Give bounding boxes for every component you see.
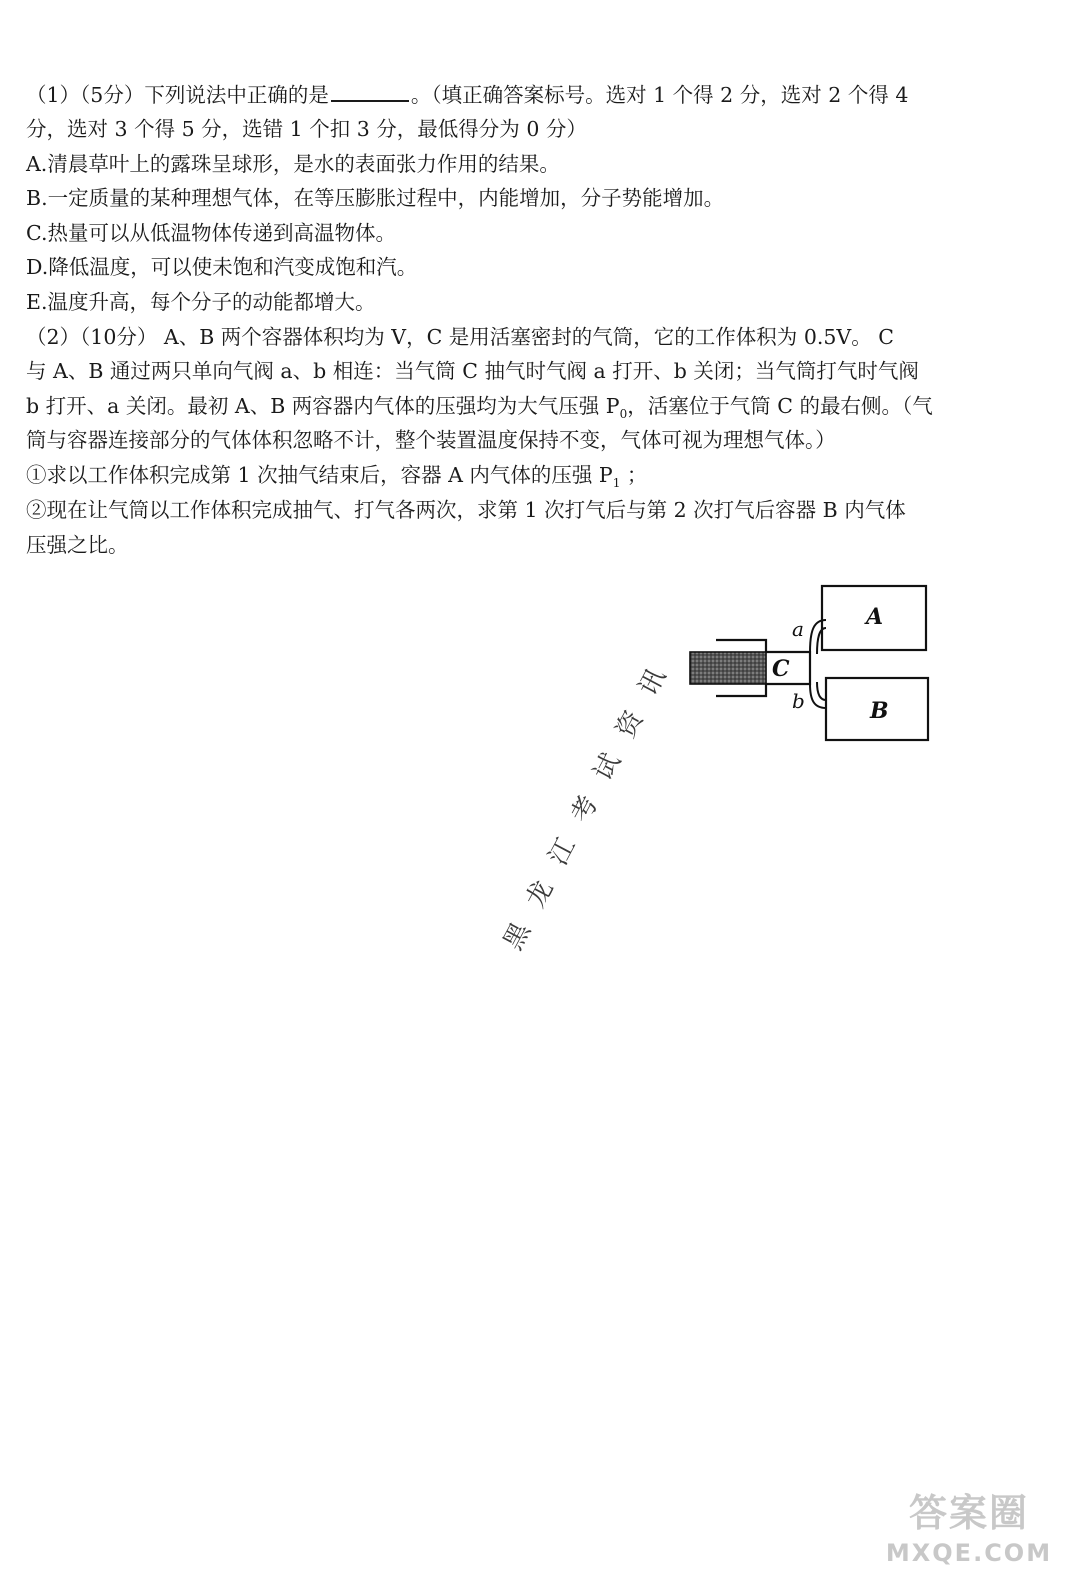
logo-text: 答案圈 [908, 1491, 1029, 1535]
sub-question-1 [26, 460, 1026, 498]
sub-question-2-line1: ②现在让气筒以工作体积完成抽气、打气各两次，求第 1 次打气后与第 2 次打气后容器 B 内气体 [26, 498, 906, 522]
apparatus-diagram [680, 580, 940, 750]
sub-question-1-tail: ； [620, 463, 648, 487]
option-b: B.一定质量的某种理想气体，在等压膨胀过程中，内能增加，分子势能增加。 [26, 186, 725, 210]
question-part1-line2: 分，选对 3 个得 5 分，选错 1 个扣 3 分，最低得分为 0 分） [26, 117, 587, 141]
option-d: D.降低温度，可以使未饱和汽变成饱和汽。 [26, 255, 418, 279]
part2-line3-tail: ，活塞位于气筒 C 的最右侧。（气 [627, 394, 933, 418]
p1-subscript: 1 [612, 476, 621, 491]
sub-question-1-text: ①求以工作体积完成第 1 次抽气结束后，容器 A 内气体的压强 P [26, 463, 613, 487]
logo-url: MXQE.COM [885, 1539, 1053, 1567]
label-c-cylinder: C [772, 656, 790, 682]
option-c: C.热量可以从低温物体传递到高温物体。 [26, 221, 396, 245]
part2-line4: 筒与容器连接部分的气体体积忽略不计，整个装置温度保持不变，气体可视为理想气体。） [26, 428, 836, 452]
watermark-text: 黑龙江考试资讯 [498, 644, 683, 956]
part1-instructions: 。（填正确答案标号。选对 1 个得 2 分，选对 2 个得 4 [410, 83, 909, 107]
piston [690, 652, 766, 684]
label-valve-a: a [792, 617, 804, 641]
part2-line1: （2）（10分） A、B 两个容器体积均为 V，C 是用活塞密封的气筒，它的工作体积为 0.5V。 C [26, 325, 894, 349]
option-a: A.清晨草叶上的露珠呈球形，是水的表面张力作用的结果。 [26, 152, 560, 176]
part2-line3 [26, 391, 1026, 429]
sub-question-2-line2: 压强之比。 [26, 533, 129, 557]
p0-subscript: 0 [619, 407, 628, 422]
part1-prompt: （1）（5分）下列说法中正确的是 [26, 83, 329, 107]
question-part1-line1 [26, 80, 1026, 110]
label-b-container: B [870, 698, 889, 724]
part2-line3-text: b 打开、a 关闭。最初 A、B 两容器内气体的压强均为大气压强 P [26, 394, 620, 418]
part2-line2: 与 A、B 通过两只单向气阀 a、b 相连：当气筒 C 抽气时气阀 a 打开、b 关闭；当气筒打气时气阀 [26, 359, 919, 383]
answer-blank [331, 80, 409, 102]
label-valve-b: b [792, 689, 805, 713]
label-a-container: A [866, 604, 884, 630]
option-e: E.温度升高，每个分子的动能都增大。 [26, 290, 376, 314]
site-logo [874, 1488, 1064, 1584]
